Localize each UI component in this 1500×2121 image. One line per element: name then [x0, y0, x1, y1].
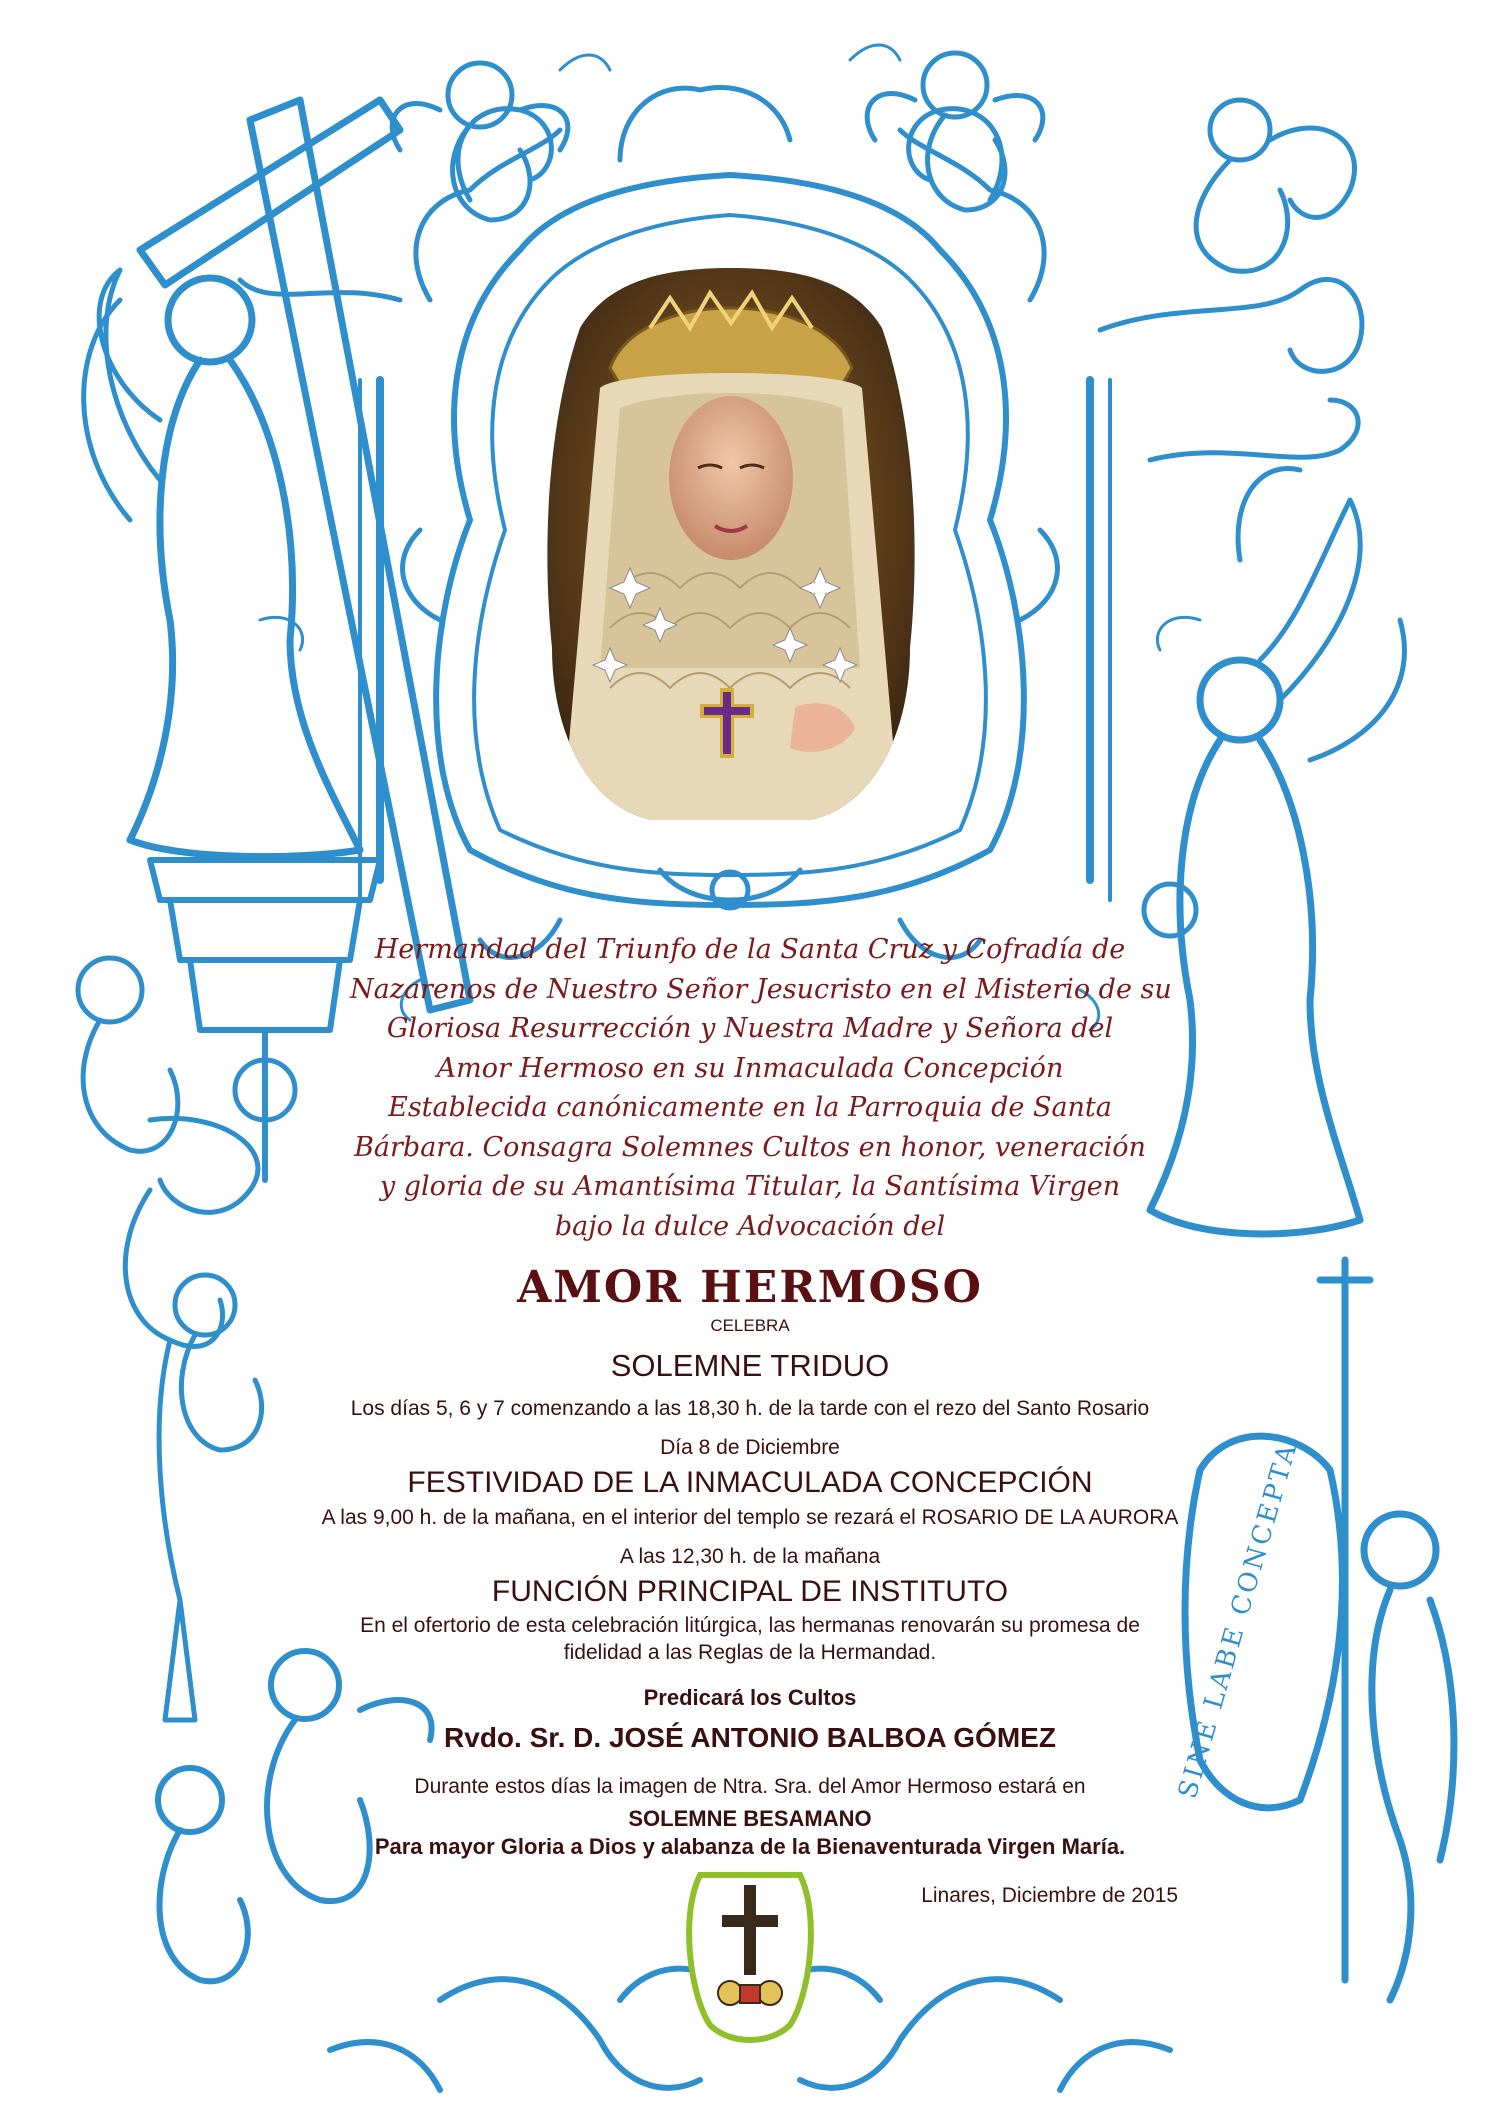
- intro-paragraph: [350, 930, 1172, 1246]
- festividad-detail: A las 9,00 h. de la mañana, en el interior del templo se rezará el ROSARIO DE LA AURORA: [321, 1506, 1179, 1529]
- besamano-intro: Durante estos días la imagen de Ntra. Sra. del Amor Hermoso estará en: [414, 1775, 1086, 1798]
- intro-line: Amor Hermoso en su Inmaculada Concepción: [436, 1052, 1064, 1084]
- funcion-detail-line: fidelidad a las Reglas de la Hermandad.: [563, 1641, 937, 1664]
- advocation-title: AMOR HERMOSO: [517, 1262, 983, 1313]
- funcion-time: A las 12,30 h. de la mañana: [619, 1545, 881, 1568]
- triduo-detail: Los días 5, 6 y 7 comenzando a las 18,30 h. de la tarde con el rezo del Santo Rosario: [350, 1397, 1150, 1420]
- intro-line: Bárbara. Consagra Solemnes Cultos en honor, veneración: [354, 1131, 1146, 1163]
- celebra-label: CELEBRA: [710, 1316, 790, 1335]
- intro-line: bajo la dulce Advocación del: [554, 1210, 946, 1242]
- hermandad-coat-of-arms: [689, 1875, 811, 2040]
- place-and-date: Linares, Diciembre de 2015: [921, 1884, 1178, 1907]
- predicador-label: Predicará los Cultos: [643, 1685, 857, 1710]
- virgin-portrait: [540, 268, 922, 822]
- triduo-heading: SOLEMNE TRIDUO: [610, 1348, 890, 1383]
- intro-line: Gloriosa Resurrección y Nuestra Madre y Señora del: [386, 1013, 1114, 1044]
- cherub-top-right: [867, 53, 1043, 210]
- cherub-upper-right: [1196, 100, 1354, 271]
- funcion-detail-line: En el ofertorio de esta celebración litúrgica, las hermanas renovarán su promesa de: [360, 1614, 1140, 1637]
- banner-inscription: SINE LABE CONCEPTA: [1172, 1438, 1304, 1802]
- besamano-closing: Para mayor Gloria a Dios y alabanza de la Bienaventurada Virgen María.: [374, 1834, 1126, 1859]
- drapery-left: [125, 1190, 222, 1720]
- festividad-heading: FESTIVIDAD DE LA INMACULADA CONCEPCIÓN: [407, 1466, 1093, 1499]
- funcion-heading: FUNCIÓN PRINCIPAL DE INSTITUTO: [491, 1575, 1009, 1608]
- cherub-left-1: [78, 958, 258, 1212]
- besamano-heading: SOLEMNE BESAMANO: [628, 1806, 872, 1831]
- intro-line: Nazarenos de Nuestro Señor Jesucristo en el Misterio de su: [350, 973, 1172, 1005]
- predicador-name: Rvdo. Sr. D. JOSÉ ANTONIO BALBOA GÓMEZ: [444, 1722, 1056, 1753]
- intro-line: Establecida canónicamente en la Parroquia de Santa: [388, 1092, 1112, 1123]
- intro-line: y gloria de su Amantísima Titular, la Santísima Virgen: [379, 1171, 1121, 1202]
- festividad-date: Día 8 de Diciembre: [660, 1436, 840, 1459]
- intro-line: Hermandad del Triunfo de la Santa Cruz y Cofradía de: [374, 934, 1126, 965]
- angel-with-wreath: [1144, 468, 1404, 1233]
